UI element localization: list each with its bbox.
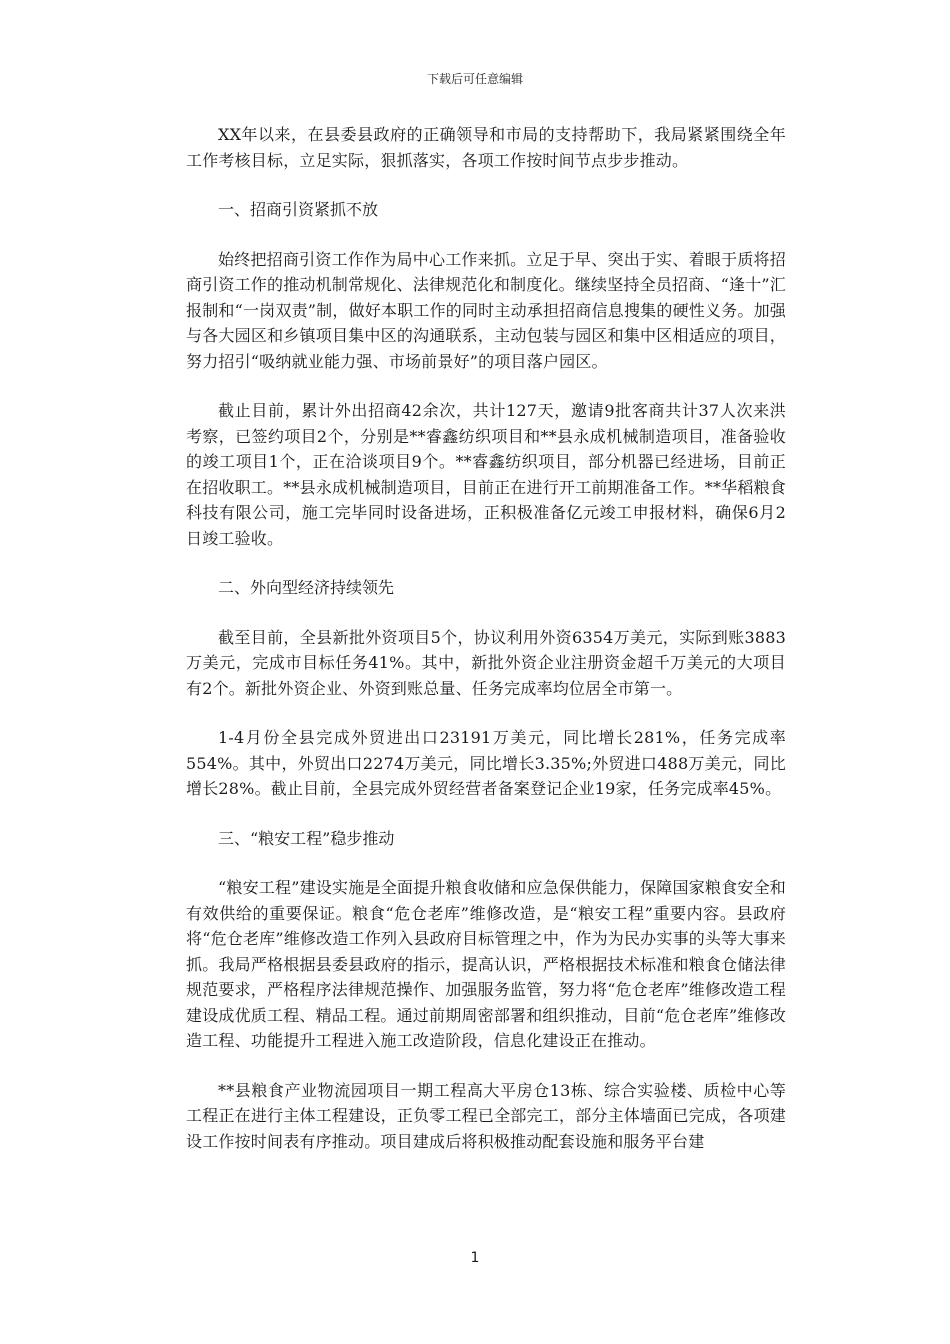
page-number: 1 <box>470 1250 480 1266</box>
body-paragraph: 始终把招商引资工作作为局中心工作来抓。立足于早、突出于实、着眼于质将招商引资工作的推动机制常规化、法律规范化和制度化。继续坚持全员招商、“逢十”汇报制和“一岗双责”制，做好本职工作的同时主动承担招商信息搜集的硬性义务。加强与各大园区和乡镇项目集中区的沟通联系，主动包装与园区和集中区相适应的项目，努力招引“吸纳就业能力强、市场前景好”的项目落户园区。 <box>186 249 786 371</box>
body-paragraph: 截止目前，累计外出招商42余次，共计127天，邀请9批客商共计37人次来洪考察，已签约项目2个，分别是**睿鑫纺织项目和**县永成机械制造项目，准备验收的竣工项目1个，正在洽谈项目9个。**睿鑫纺织项目，部分机器已经进场，目前正在招收职工。**县永成机械制造项目，目前正在进行开工前期准备工作。**华稻粮食科技有限公司，施工完毕同时设备进场，正积极准备亿元竣工申报材料，确保6月2日竣工验收。 <box>186 401 786 548</box>
document-body <box>186 122 786 1178</box>
section-heading-1: 一、招商引资紧抓不放 <box>218 200 379 219</box>
body-paragraph: 截至目前，全县新批外资项目5个，协议利用外资6354万美元，实际到账3883万美元，完成市目标任务41%。其中，新批外资企业注册资金超千万美元的大项目有2个。新批外资企业、外资到账总量、任务完成率均位居全市第一。 <box>186 627 786 698</box>
page-header-note: 下载后可任意编辑 <box>426 72 523 86</box>
intro-paragraph: XX年以来，在县委县政府的正确领导和市局的支持帮助下，我局紧紧围绕全年工作考核目标，立足实际，狠抓落实，各项工作按时间节点步步推动。 <box>186 125 786 170</box>
body-paragraph: “粮安工程”建设实施是全面提升粮食收储和应急保供能力，保障国家粮食安全和有效供给的重要保证。粮食“危仓老库”维修改造，是“粮安工程”重要内容。县政府将“危仓老库”维修改造工作列入县政府目标管理之中，作为为民办实事的头等大事来抓。我局严格根据县委县政府的指示，提高认识，严格根据技术标准和粮食仓储法律规范要求，严格程序法律规范操作、加强服务监管，努力将“危仓老库”维修改造工程建设成优质工程、精品工程。通过前期周密部署和组织推动，目前“危仓老库”维修改造工程、功能提升工程进入施工改造阶段，信息化建设正在推动。 <box>186 878 786 1050</box>
section-heading-3: 三、“粮安工程”稳步推动 <box>218 828 395 848</box>
body-paragraph: **县粮食产业物流园项目一期工程高大平房仓13栋、综合实验楼、质检中心等工程正在进行主体工程建设，正负零工程已全部完工，部分主体墙面已完成，各项建设工作按时间表有序推动。项目建成后将积极推动配套设施和服务平台建 <box>186 1080 786 1151</box>
section-heading-2: 二、外向型经济持续领先 <box>218 578 395 597</box>
body-paragraph: 1-4月份全县完成外贸进出口23191万美元，同比增长281%，任务完成率554%。其中，外贸出口2274万美元，同比增长3.35%;外贸进口488万美元，同比增长28%。截止目前，全县完成外贸经营者备案登记企业19家，任务完成率45%。 <box>186 728 786 798</box>
